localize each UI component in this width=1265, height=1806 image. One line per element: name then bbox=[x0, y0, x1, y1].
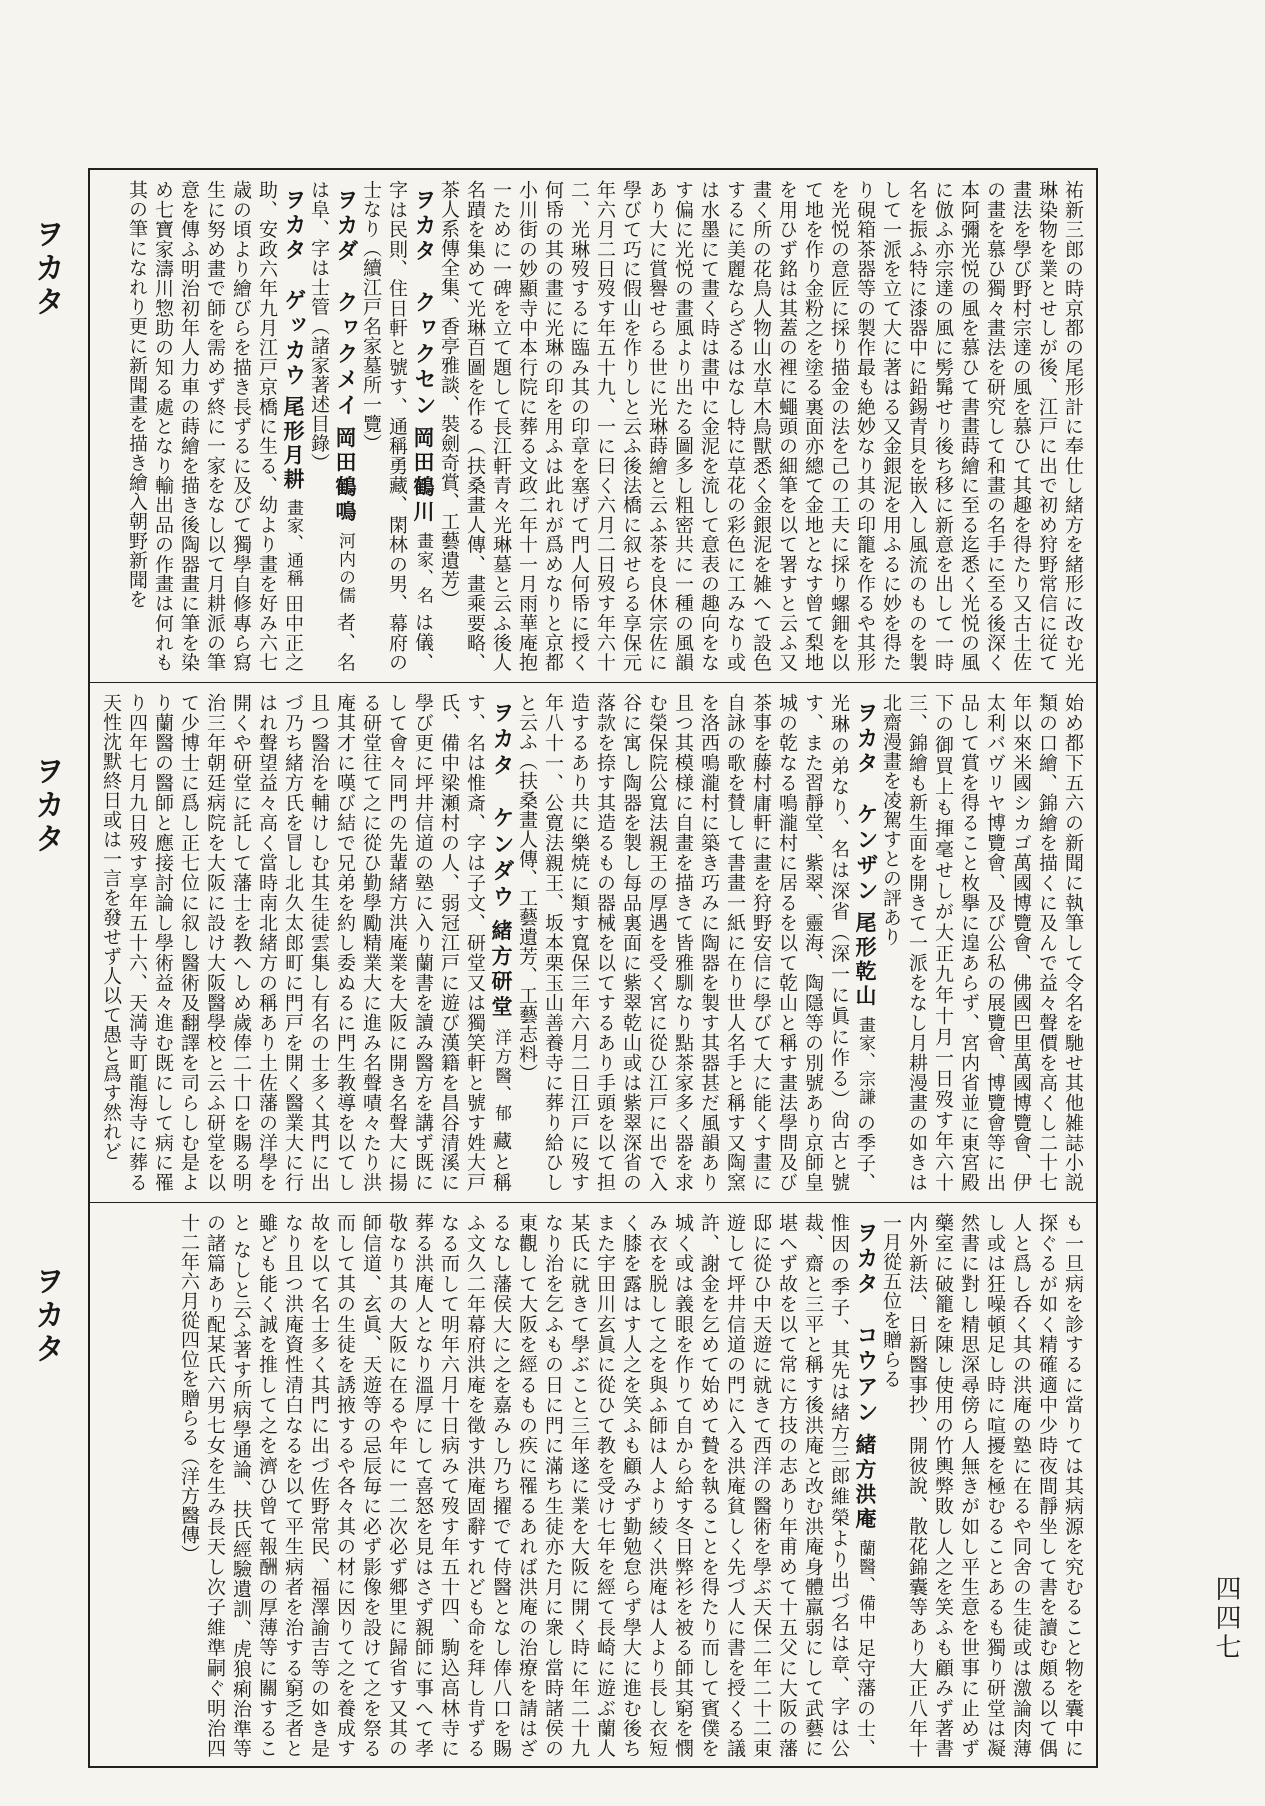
entry-continuation bbox=[436, 180, 1086, 672]
entry-role: 河内の儒 bbox=[335, 532, 355, 605]
entry-ogata-koan bbox=[176, 1213, 878, 1758]
text-band-bottom bbox=[90, 1203, 1096, 1768]
entry-text: 藏と稱す、名は惟斎、字は子文、研堂又は獨笑軒と號す姓大戸氏、備中梁瀬村の人、弱冠江戸に遊び漢籍を昌谷清溪に學び更に坪井信道の塾に入り蘭書を讀み醫方を講ず既にして會々同門の先輩緒方洪庵業を大阪に開き名聲大に揚る研堂往て之に從ひ勤學勵精業大に進み名聲嘖々たり洪庵其才に嘆び結で兄弟を約し委ぬるに門生教導を以てし且つ醫治を輔けしむ其生徒雲集し有名の士多く其門に出づ乃ち緒方氏を冒し北久太郎町に門戸を開く醫業大に行はれ聲望益々高く當時南北緒方の稱あり土佐藩の洋學を開くや研堂に託して藩士を教へしめ歲俸二十口を賜る明治三年朝廷病院を大阪に設け大阪醫學校と云ふ研堂を以て少博士に爲し正七位に叙し醫術及翻譯を司らしむ是より蘭醫の醫師と應接討論し學術益々進む既にして病に罹り四年七月九日歿す享年五十六、天満寺町龍海寺に葬る天性沈默終日或は一言を發せず人以て愚と爲す然れど bbox=[100, 693, 512, 1192]
entry-name: 岡田鶴川 bbox=[411, 426, 436, 526]
entry-role: 蘭醫、備中 bbox=[855, 1539, 875, 1631]
entry-role: 畫家、宗謙 bbox=[855, 1016, 875, 1106]
entry-text: 田中正之助、安政六年九月江戸京橋に生る、幼より畫を好み六七歳の頃より繪びらを描き長ずるに及びて獨學自修專ら寫生に努め畫で師を需めず終に一家をなし以て月耕派の筆意を傳ふ明治初年人力車の蒔繪を描き後陶器畫に筆を染め七寶家濤川惣助の知る處となり輸出品の作畫は何れも其の筆になれり更に新聞畫を描き繪入朝野新聞を bbox=[126, 180, 304, 672]
band-text-top bbox=[100, 180, 1086, 672]
entry-text: の季子、光琳の弟なり、名は深省（深一に眞に作る）尙古と號す、また習靜堂、紫翠、靈海、陶隱等の別號あり京師皇城の乾なる鳴瀧村に居るを以て乾山と稱す畫法學問及び茶事を藤村庸軒に畫を狩野安信に學びて大に能くす畫に自詠の歌を賛して書畫一紙に在り世人名手と稱す又陶窯を洛西鳴瀧村に築き巧みに陶器を製す其器甚だ風韻あり且つ其模様に自畫を描きて皆雅馴なり點茶家多く器を求む榮保院公寬法親王の厚遇を受く宮に從ひ江戸に出で入谷に寓し陶器を製し每品裏面に紫翠乾山或は紫翠深省の落款を捺す其造るもの器械を以てするあり手頭を以て担造するあり共に樂焼に類す寬保三年六月二日江戸に歿す年八十一、公寛法親王、坂本栗玉山善養寺に葬り給ひしと云ふ（扶桑畫人傳、工藝遺芳、工藝志料） bbox=[516, 693, 876, 1192]
entry-role: 畫家、通稱 bbox=[283, 498, 303, 587]
text-band-middle bbox=[90, 683, 1096, 1203]
page-number: 四四七 bbox=[1211, 1575, 1241, 1662]
entry-text: も一旦病を診するに當りては其病源を究むること物を囊中に探ぐるが如く精確適中少時夜間靜坐して書を讀む頗る以て偶人と爲し呑く其の洪庵の塾に在るや同舍の生徒或は激論肉薄し或は狂噪頓足し時に喧擾を極むることあるも獨り研堂は凝然書に對し精思深尋傍ら人無きが如し平生意を世事に止めず藥室に破籠を陳し使用の竹輿弊敗し人之を笑ふも顧みず著書内外新法、日新醫事抄、開彼說、散花錦囊等あり大正八年十一月從五位を贈らる bbox=[880, 1213, 1084, 1758]
entry-okada-kakumei bbox=[306, 180, 358, 672]
entry-heading: ヲカタ コウアン bbox=[853, 1221, 878, 1427]
running-head-top: ヲカタ bbox=[29, 218, 64, 320]
entry-continuation bbox=[878, 1213, 1086, 1758]
entry-ogata-kenzan bbox=[514, 693, 878, 1192]
entry-text: は儀、字は民則、住日軒と號す、通稱勇藏、閑林の男、幕府の士なり（續江戸名家墓所一覽） bbox=[360, 180, 434, 672]
running-head-bottom: ヲカタ bbox=[29, 1265, 64, 1367]
band-text-bottom bbox=[100, 1213, 1086, 1758]
entry-role: 洋方醫、郁 bbox=[491, 1028, 511, 1123]
entry-name: 尾形乾山 bbox=[853, 911, 878, 1010]
entry-name: 岡田鶴鳴 bbox=[333, 426, 358, 526]
entry-continuation bbox=[878, 693, 1086, 1192]
entry-name: 緒方研堂 bbox=[489, 919, 514, 1021]
page-frame bbox=[88, 168, 1098, 1768]
entry-heading: ヲカタ ゲッカウ bbox=[281, 188, 306, 389]
entry-role: 畫家、名 bbox=[413, 532, 433, 605]
entry-name: 緒方洪庵 bbox=[853, 1433, 878, 1533]
running-head-middle: ヲカタ bbox=[29, 755, 64, 857]
entry-text: 祐新三郎の時京都の尾形計に奉仕し緒方を緒形に改む光琳染物を業とせしが後、江戸に出で初め狩野常信に従て畫法を學び野村宗達の風を慕ひて其趣を得たり又古土佐の畫を慕ひ獨々畫法を研究して和畫の名手に至る後深く本阿彌光悦の風を慕ひて書畫蒔繪に至る迄悉く光悦の風に倣ふ亦宗達の風に髣髴せり後ち移に新意を出して一時名を振ふ特に漆器中に鉛錫青貝を嵌入し風流のものを製して一派を立て大に著はる又金銀泥を用ふるに妙を得たり硯箱茶器等の製作最も絶妙なり其の印籠を作るや其形を光悦の意匠に採り描金の法を己の工夫に採り螺鈿を以て地を作り金粉之を塗る裏面亦總て金地となす曾て梨地を用ひず銘は其蓋の裡に蠅頭の細筆を以て署すと云ふ又畫く所の花鳥人物山水草木鳥獸悉く金銀泥を雑へて設色するに美麗ならざるはなし特に草花の彩色に工みなり或は水墨にて畫く時は畫中に金泥を流して意表の趣向をなす偏に光悦の畫風より出たる圖多し粗密共に一種の風韻あり大に賞譽せらる世に光琳蒔繪と云ふ茶を良休宗佐に學びて巧に假山を作りしと云ふ後法橋に叙せらる享保元年六月二日歿す年五十九、一に曰く六月二日歿す年六十二、光琳歿するに臨み其の印章を塞げて門人何帋に授く何帋の其の畫に光琳の印を用ふは此れが爲めなりと京都小川街の妙顯寺中本行院に葬る文政二年十一月雨華庵抱一ために一碑を立て題して長江軒青々光琳墓と云ふ後人名蹟を集めて光琳百圖を作る（扶桑畫人傳、畫乘要略、茶人系傳全集、香亭雅談、裝劍奇賞、工藝遺芳） bbox=[438, 180, 1084, 672]
entry-text: 足守藩の士、惟因の季子、其先は緒方三郎維榮より出づ名は章、字は公裁、齋と三平と稱す後洪庵と改む洪庵身體羸弱にして武藝に堪へず故を以て常に方技の志あり年甫めて十五父に大阪の藩邸に從ひ中天遊に就きて西洋の醫術を學ぶ天保二年二十二東遊して坪井信道の門に入る洪庵貧しく先づ人に書を授くる議許、謝金を乞めて始めて贄を執ることを得たり而して賓僕を城く或は義眼を作りて自から給す冬日弊衫を被る師其窮を憫み衣を脱して之を與ふ師は人より綾く洪庵は人より長し衣短く膝を露はす人之を笑ふも顧みず勤勉怠らず學大に進む後ちまた宇田川玄眞に從ひて教を受け七年を經て長崎に遊ぶ蘭人某氏に就きて學ぶこと三年遂に業を大阪に開く時に年二十九なり治を乞ふもの日に門に滿ち生徒亦た月に衆し當時諸侯の東觀して大阪を經るもの疾に罹るあれば洪庵の治療を請はざるなし藩侯大に之を嘉みし乃ち擢でて侍醫となし俸八口を賜ふ文久二年幕府洪庵を徵す洪庵固辭すれども命を拜し肯ずるなる而して明年六月十日病みて歿す年五十四、駒込高林寺に葬る洪庵人となり溫厚にして喜怒を見はさず親師に事へて孝敬なり其の大阪に在るや年に一二次必ず郷里に歸省す又其の師信道、玄眞、天遊等の忌辰毎に必ず影像を設けて之を祭る而して其の生徒を誘掖するや各々其の材に因りて之を養成す故を以て名士多く其門に出づ佐野常民、福澤諭吉等の如き是なり且つ洪庵資性清白なるを以て平生病者を治する窮乏者と雖ども能く誠を推して之を濟ひ曾て報酬の厚薄等に關すること なしと云ふ著す所病學通論、扶氏經驗遺訓、虎狼痢治準等の諸篇あり配某氏六男七女を生み長天し次子維準嗣ぐ明治四十二年六月從四位を贈らる（洋方醫傳） bbox=[178, 1213, 876, 1758]
entry-heading: ヲカタ ケンザン bbox=[853, 701, 878, 905]
entry-text: 始め都下五六の新聞に執筆して令名を馳せ其他雑誌小説類の口繪、錦繪を描くに及んで益々聲價を高くし二十七年以來米國シカゴ萬國博覽會、佛國巴里萬國博覽會、伊太利バヴリヤ博覽會、及び公私の展覽會、博覽會等に出品して賞を得ること枚擧に遑あらず、宮内省並に東宮殿下の御買上も揮毫せしが大正九年十月一日歿す年六十三、錦繪も新生面を開きて一派をなし月耕漫畫の如きは北齋漫畫を凌駕すとの評あり bbox=[880, 693, 1084, 1192]
entry-name: 尾形月耕 bbox=[281, 395, 306, 493]
entry-heading: ヲカタ クヮクセン bbox=[411, 188, 436, 420]
entry-heading: ヲカダ クヮクメイ bbox=[333, 188, 358, 420]
band-text-middle bbox=[100, 693, 1086, 1192]
text-band-top bbox=[90, 170, 1096, 683]
entry-text: 者、名は阜、字は士管（諸家著述目錄） bbox=[308, 180, 356, 672]
entry-ogata-kendo bbox=[100, 693, 514, 1192]
entry-okada-kakusen bbox=[358, 180, 436, 672]
entry-heading: ヲカタ ケンダウ bbox=[489, 701, 514, 912]
entry-ogata-gekko bbox=[124, 180, 306, 672]
